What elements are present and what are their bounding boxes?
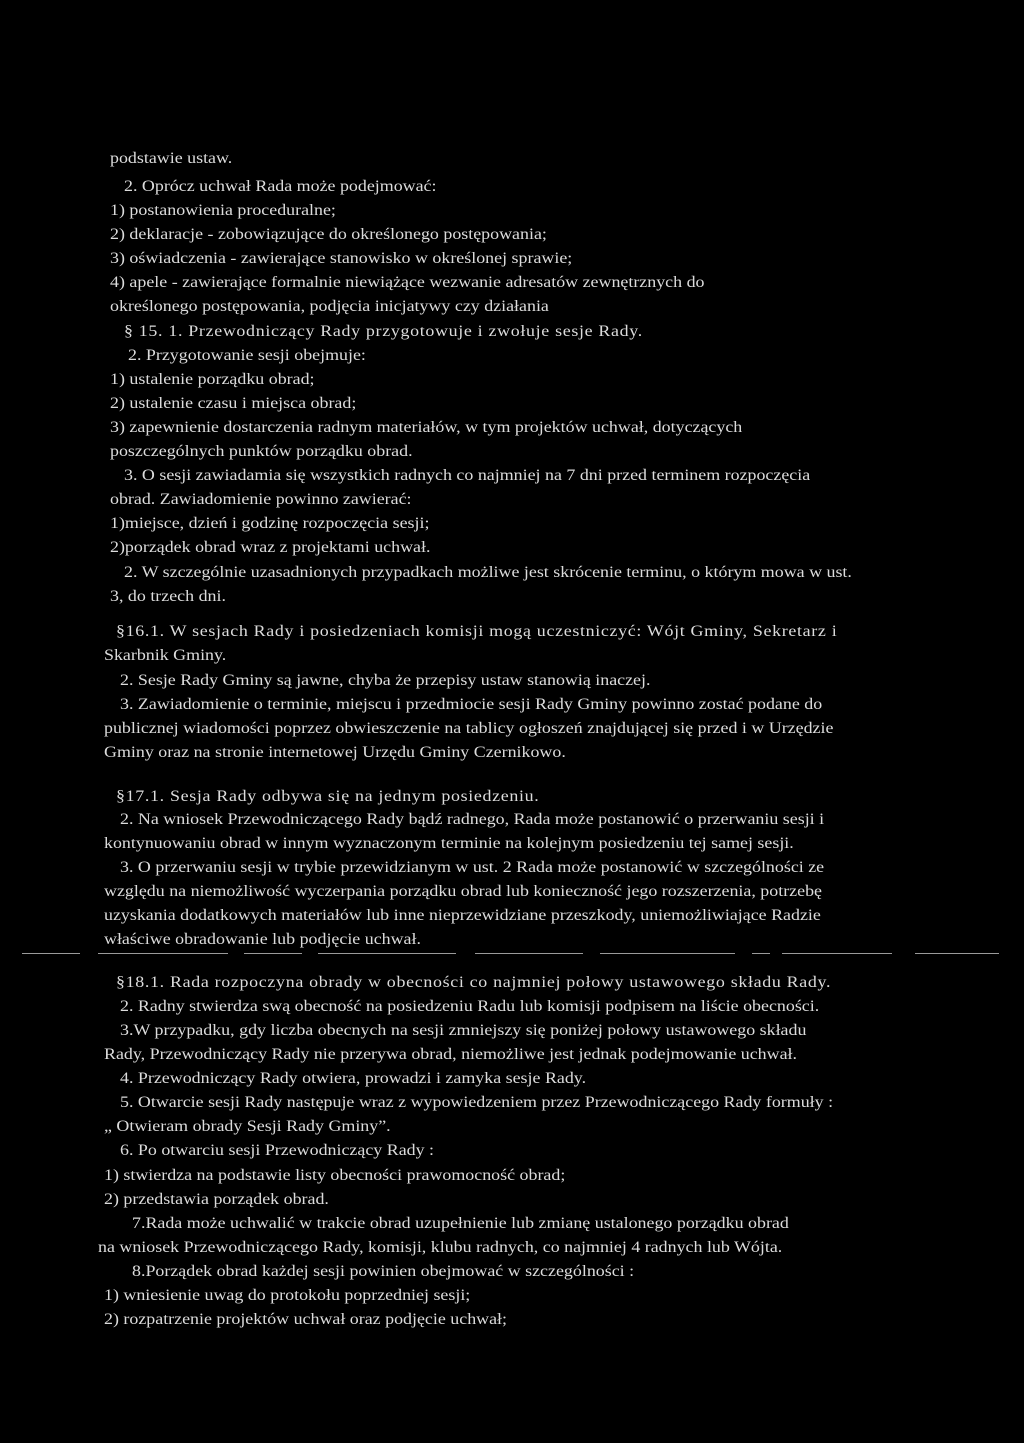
text-line: 2) ustalenie czasu i miejsca obrad;	[110, 395, 357, 412]
section-heading: §17.1. Sesja Rady odbywa się na jednym posiedzeniu.	[116, 788, 540, 805]
section-heading: § 15. 1. Przewodniczący Rady przygotowuje i zwołuje sesje Rady.	[124, 323, 643, 340]
text-line: 2. Na wniosek Przewodniczącego Rady bądź radnego, Rada może postanowić o przerwaniu sesji i	[120, 811, 825, 828]
text-line: Skarbnik Gminy.	[104, 647, 227, 664]
text-line: Gminy oraz na stronie internetowej Urzędu Gminy Czernikowo.	[104, 744, 566, 761]
divider-rule	[782, 953, 892, 954]
text-line: względu na niemożliwość wyczerpania porządku obrad lub konieczność jego rozszerzenia, potrzebę	[104, 883, 822, 900]
text-line: „ Otwieram obrady Sesji Rady Gminy”.	[104, 1118, 391, 1135]
text-line: 2) deklaracje - zobowiązujące do określonego postępowania;	[110, 226, 547, 243]
text-line: uzyskania dodatkowych materiałów lub inne nieprzewidziane przeszkody, uniemożliwiające Radzie	[104, 907, 821, 924]
divider-rule	[752, 953, 770, 954]
text-line: 2)porządek obrad wraz z projektami uchwał.	[110, 539, 431, 556]
text-line: 4. Przewodniczący Rady otwiera, prowadzi i zamyka sesje Rady.	[120, 1070, 587, 1087]
text-line: 3, do trzech dni.	[110, 588, 226, 605]
text-line: 3. O przerwaniu sesji w trybie przewidzianym w ust. 2 Rada może postanowić w szczególności ze	[120, 859, 825, 876]
text-line: 3. Zawiadomienie o terminie, miejscu i przedmiocie sesji Rady Gminy powinno zostać podane do	[120, 696, 823, 713]
text-line: obrad. Zawiadomienie powinno zawierać:	[110, 491, 412, 508]
text-line: 3) zapewnienie dostarczenia radnym materiałów, w tym projektów uchwał, dotyczących	[110, 419, 743, 436]
text-line: poszczególnych punktów porządku obrad.	[110, 443, 413, 460]
divider-rule	[475, 953, 583, 954]
text-line: 8.Porządek obrad każdej sesji powinien obejmować w szczególności :	[132, 1263, 635, 1280]
divider-rule	[98, 953, 228, 954]
text-line: 1) wniesienie uwag do protokołu poprzedniej sesji;	[104, 1287, 471, 1304]
text-line: 2. W szczególnie uzasadnionych przypadkach możliwe jest skrócenie terminu, o którym mowa w ust.	[124, 564, 852, 581]
text-line: 3. O sesji zawiadamia się wszystkich radnych co najmniej na 7 dni przed terminem rozpoczęcia	[124, 467, 811, 484]
text-line: 2. Przygotowanie sesji obejmuje:	[128, 347, 366, 364]
text-line: kontynuowaniu obrad w innym wyznaczonym terminie na kolejnym posiedzeniu tej samej sesji.	[104, 835, 794, 852]
text-line: podstawie ustaw.	[110, 150, 233, 167]
text-line: Rady, Przewodniczący Rady nie przerywa obrad, niemożliwe jest jednak podejmowanie uchwał.	[104, 1046, 797, 1063]
text-line: 2) przedstawia porządek obrad.	[104, 1191, 329, 1208]
text-line: 4) apele - zawierające formalnie niewiążące wezwanie adresatów zewnętrznych do	[110, 274, 705, 291]
text-line: na wniosek Przewodniczącego Rady, komisji, klubu radnych, co najmniej 4 radnych lub Wójta.	[98, 1239, 783, 1256]
section-heading: §16.1. W sesjach Rady i posiedzeniach komisji mogą uczestniczyć: Wójt Gminy, Sekretarz i	[116, 623, 838, 640]
text-line: 1) ustalenie porządku obrad;	[110, 371, 315, 388]
text-line: określonego postępowania, podjęcia inicjatywy czy działania	[110, 298, 549, 315]
text-line: 1) stwierdza na podstawie listy obecności prawomocność obrad;	[104, 1167, 566, 1184]
text-line: 2. Radny stwierdza swą obecność na posiedzeniu Radu lub komisji podpisem na liście obecności.	[120, 998, 820, 1015]
divider-rule	[318, 953, 456, 954]
divider-rule	[244, 953, 302, 954]
text-line: 6. Po otwarciu sesji Przewodniczący Rady :	[120, 1142, 435, 1159]
text-line: 1)miejsce, dzień i godzinę rozpoczęcia sesji;	[110, 515, 430, 532]
text-line: 2. Oprócz uchwał Rada może podejmować:	[124, 178, 437, 195]
divider-rule	[600, 953, 735, 954]
text-line: 1) postanowienia proceduralne;	[110, 202, 336, 219]
divider-rule	[22, 953, 80, 954]
text-line: 2) rozpatrzenie projektów uchwał oraz podjęcie uchwał;	[104, 1311, 508, 1328]
divider-rule	[915, 953, 999, 954]
text-line: publicznej wiadomości poprzez obwieszczenie na tablicy ogłoszeń znajdującej się przed i w Urzędzie	[104, 720, 834, 737]
text-line: 2. Sesje Rady Gminy są jawne, chyba że przepisy ustaw stanowią inaczej.	[120, 672, 651, 689]
text-line: 3.W przypadku, gdy liczba obecnych na sesji zmniejszy się poniżej połowy ustawowego składu	[120, 1022, 807, 1039]
text-line: właściwe obradowanie lub podjęcie uchwał.	[104, 931, 421, 948]
text-line: 7.Rada może uchwalić w trakcie obrad uzupełnienie lub zmianę ustalonego porządku obrad	[132, 1215, 789, 1232]
text-line: 5. Otwarcie sesji Rady następuje wraz z wypowiedzeniem przez Przewodniczącego Rady formuły :	[120, 1094, 834, 1111]
text-line: 3) oświadczenia - zawierające stanowisko w określonej sprawie;	[110, 250, 573, 267]
section-heading: §18.1. Rada rozpoczyna obrady w obecności co najmniej połowy ustawowego składu Rady.	[116, 974, 832, 991]
